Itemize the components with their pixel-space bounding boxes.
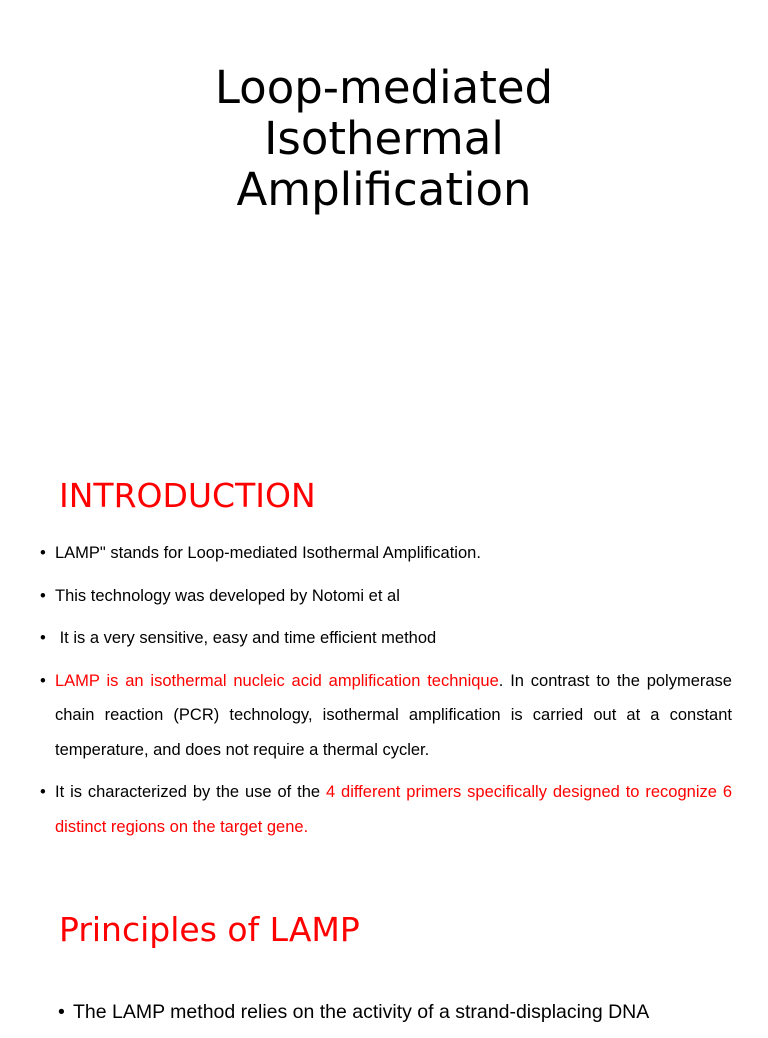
bullet-text: LAMP" stands for Loop-mediated Isothermal Amplification. [55, 544, 481, 562]
title-slide [0, 0, 768, 440]
bullet-sensitivity [40, 621, 732, 656]
bullet-text: This technology was developed by Notomi et al [55, 586, 400, 605]
bullet-highlight-text: 4 different primers specifically designed to recognize 6 distinct regions on the target gene. [55, 783, 732, 836]
bullet-text: It is a very sensitive, easy and time efficient method [55, 629, 437, 647]
presentation-title [0, 62, 768, 215]
bullet-text: . In contrast to the polymerase chain reaction (PCR) technology, isothermal amplification is carried out at a constant temperature, and does not require a thermal cycler. [55, 671, 732, 759]
title-line-2: Isothermal [264, 112, 504, 165]
bullet-text: It is characterized by the use of the [55, 783, 326, 801]
introduction-slide [0, 440, 768, 880]
principles-bullet-list [58, 995, 710, 1038]
bullet-strand-displacing [58, 995, 710, 1030]
bullet-developer [40, 579, 732, 614]
introduction-heading: INTRODUCTION [59, 476, 316, 515]
bullet-highlight-text: LAMP is an isothermal nucleic acid amplification technique [55, 671, 499, 690]
bullet-text: The LAMP method relies on the activity of a strand-displacing DNA [73, 1001, 650, 1023]
title-line-3: Amplification [236, 163, 532, 216]
bullet-isothermal-technique [40, 664, 732, 768]
bullet-lamp-definition [40, 536, 732, 571]
principles-slide [0, 880, 768, 1024]
principles-heading: Principles of LAMP [59, 910, 360, 949]
title-line-1: Loop-mediated [214, 61, 554, 114]
bullet-primers [40, 775, 732, 844]
introduction-bullet-list [40, 536, 732, 852]
